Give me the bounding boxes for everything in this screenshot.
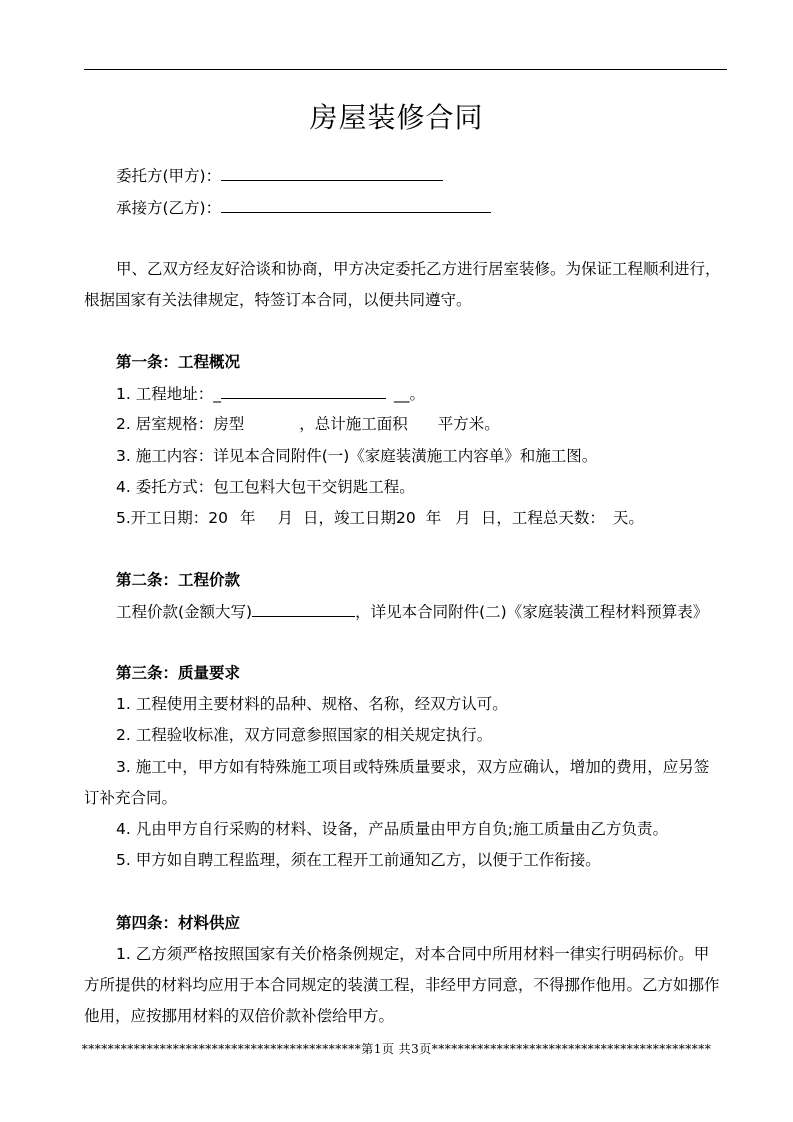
article3-item4: 4. 凡由甲方自行采购的材料、设备，产品质量由甲方自负;施工质量由乙方负责。	[116, 820, 668, 838]
page-footer: *******************************************第1页 共3页*******************************************	[81, 1042, 712, 1056]
party-b-label: 承接方(乙方)：	[116, 199, 222, 217]
party-a-label: 委托方(甲方)：	[116, 167, 222, 185]
party-a-blank[interactable]	[221, 165, 443, 181]
header-rule	[84, 69, 727, 70]
party-a-line	[116, 165, 443, 186]
party-b-line	[116, 197, 491, 218]
article1-item4: 4. 委托方式：包工包料大包干交钥匙工程。	[116, 478, 415, 496]
article3-item1: 1. 工程使用主要材料的品种、规格、名称，经双方认可。	[116, 695, 508, 713]
article2-heading: 第二条：工程价款	[116, 571, 241, 589]
article1-item3: 3. 施工内容：详见本合同附件(一)《家庭装潢施工内容单》和施工图。	[116, 447, 598, 465]
intro-line-1: 甲、乙双方经友好洽谈和协商，甲方决定委托乙方进行居室装修。为保证工程顺利进行，	[116, 260, 721, 278]
address-blank[interactable]	[221, 383, 386, 399]
article3-heading: 第三条：质量要求	[116, 664, 241, 682]
article3-item5: 5. 甲方如自聘工程监理，须在工程开工前通知乙方，以便于工作衔接。	[116, 851, 601, 869]
article4-item1-line2: 方所提供的材料均应用于本合同规定的装潢工程，非经甲方同意，不得挪作他用。乙方如挪作	[84, 976, 720, 994]
article1-item2: 2. 居室规格：房型 ，总计施工面积 平方米。	[116, 415, 500, 433]
party-b-blank[interactable]	[221, 197, 491, 213]
price-blank[interactable]	[252, 601, 355, 617]
article2-text: 工程价款(金额大写) ，详见本合同附件(二)《家庭装潢工程材料预算表》	[116, 603, 709, 621]
article4-item1-line3: 他用，应按挪用材料的双倍价款补偿给甲方。	[84, 1007, 395, 1025]
article3-item3-line1: 3. 施工中，甲方如有特殊施工项目或特殊质量要求，双方应确认，增加的费用，应另签	[116, 758, 710, 776]
article1-heading: 第一条：工程概况	[116, 353, 241, 371]
article4-heading: 第四条：材料供应	[116, 914, 241, 932]
article4-item1-line1: 1. 乙方须严格按照国家有关价格条例规定，对本合同中所用材料一律实行明码标价。甲	[116, 945, 710, 963]
article3-item2: 2. 工程验收标准，双方同意参照国家的相关规定执行。	[116, 726, 493, 744]
intro-line-2: 根据国家有关法律规定，特签订本合同，以便共同遵守。	[84, 291, 472, 309]
article1-item1: 1. 工程地址：_ __。	[116, 385, 425, 403]
document-title: 房屋装修合同	[309, 101, 484, 134]
article1-item5: 5.开工日期：20 年 月 日，竣工日期20 年 月 日，工程总天数： 天。	[116, 509, 644, 527]
article3-item3-line2: 订补充合同。	[84, 789, 178, 807]
